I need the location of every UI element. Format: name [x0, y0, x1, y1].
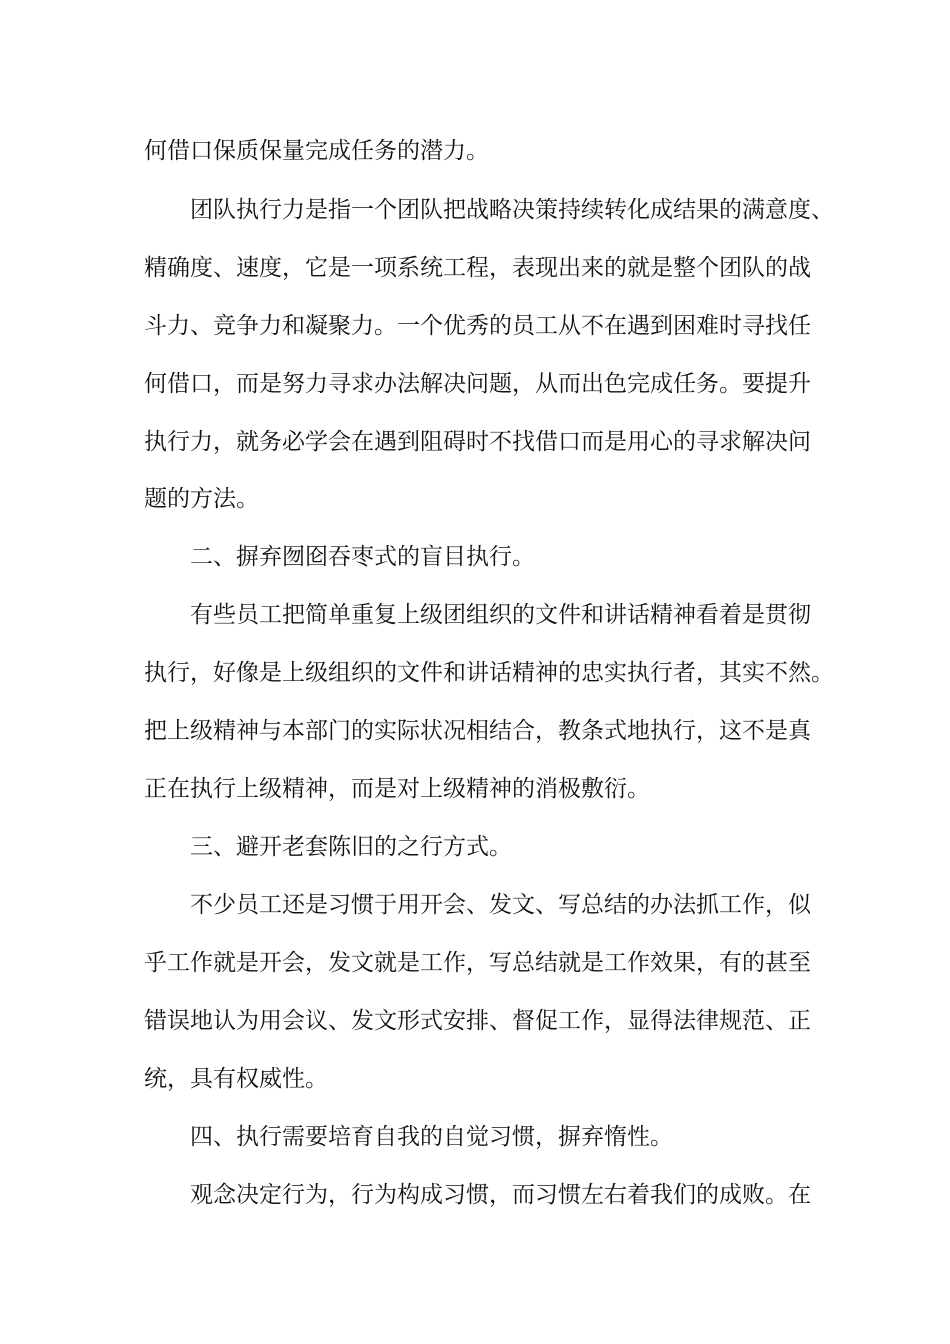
paragraph-start-line: 观念决定行为，行为构成习惯，而习惯左右着我们的成败。在 — [190, 1182, 811, 1208]
section-heading-3: 三、避开老套陈旧的之行方式。 — [190, 834, 512, 860]
text-line: 正在执行上级精神，而是对上级精神的消极敷衍。 — [144, 776, 650, 802]
text-line: 执行力，就务必学会在遇到阻碍时不找借口而是用心的寻求解决问 — [144, 429, 811, 455]
section-heading-2: 二、摒弃囫囵吞枣式的盲目执行。 — [190, 544, 535, 570]
section-heading-4: 四、执行需要培育自我的自觉习惯，摒弃惰性。 — [190, 1124, 673, 1150]
text-line: 题的方法。 — [144, 486, 259, 512]
text-line: 把上级精神与本部门的实际状况相结合，教条式地执行，这不是真 — [144, 718, 811, 744]
text-line: 精确度、速度，它是一项系统工程，表现出来的就是整个团队的战 — [144, 255, 811, 281]
text-line: 何借口，而是努力寻求办法解决问题，从而出色完成任务。要提升 — [144, 371, 811, 397]
text-line: 乎工作就是开会，发文就是工作，写总结就是工作效果，有的甚至 — [144, 950, 811, 976]
text-line: 错误地认为用会议、发文形式安排、督促工作，显得法律规范、正 — [144, 1008, 811, 1034]
paragraph-start-line: 有些员工把简单重复上级团组织的文件和讲话精神看着是贯彻 — [190, 602, 811, 628]
paragraph-start-line: 不少员工还是习惯于用开会、发文、写总结的办法抓工作，似 — [190, 892, 811, 918]
text-line: 斗力、竞争力和凝聚力。一个优秀的员工从不在遇到困难时寻找任 — [144, 313, 811, 339]
text-line: 何借口保质保量完成任务的潜力。 — [144, 138, 489, 164]
paragraph-start-line: 团队执行力是指一个团队把战略决策持续转化成结果的满意度、 — [190, 197, 834, 223]
text-line: 统，具有权威性。 — [144, 1066, 328, 1092]
text-line: 执行，好像是上级组织的文件和讲话精神的忠实执行者，其实不然。 — [144, 660, 834, 686]
